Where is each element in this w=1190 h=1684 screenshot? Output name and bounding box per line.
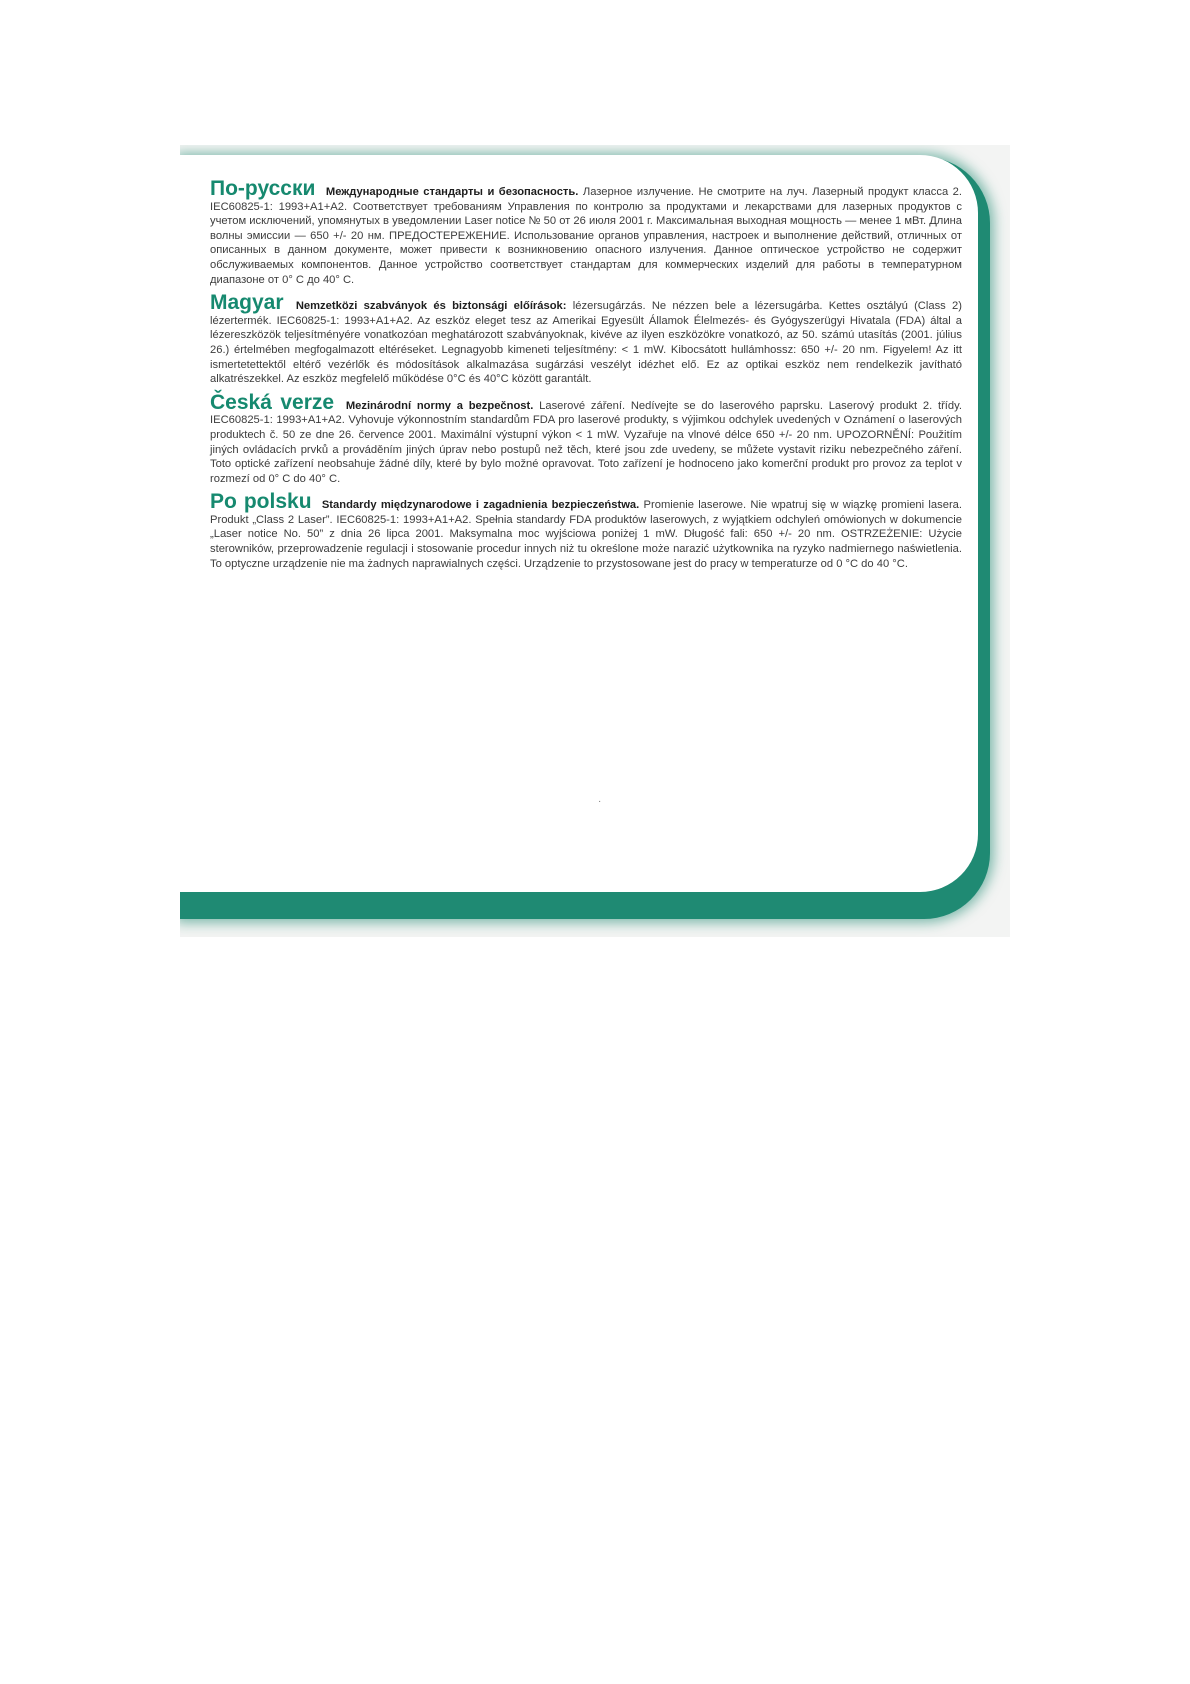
scanned-page [180, 145, 1010, 937]
scan-speck: · [598, 796, 602, 807]
section-body-russian: Лазерное излучение. Не смотрите на луч. Лазерный продукт класса 2. IEC60825-1: 1993+A1+A2. Соответствует требованиям Управления по контролю за продуктами и лекарствами для лазерных продуктов с учетом исключений, упомянутых в уведомлении Laser notice № 50 от 26 июля 2001 г. Максимальная выходная мощность — менее 1 мВт. Длина волны эмиссии — 650 +/- 20 нм. ПРЕДОСТЕРЕЖЕНИЕ. Использование органов управления, настроек и выполнение действий, отличных от описанных в данном документе, может привести к возникновению опасного излучения. Данное оптическое устройство не содержит обслуживаемых компонентов. Данное устройство соответствует стандартам для коммерческих изделий для работы в температурном диапазоне от 0° C до 40° C. [210, 186, 962, 286]
section-lead-czech: Mezinárodní normy a bezpečnost. [345, 399, 534, 412]
language-heading-czech: Česká verze [210, 390, 335, 414]
section-russian [210, 179, 962, 287]
language-heading-hungarian: Magyar [210, 291, 284, 315]
section-czech [210, 390, 963, 487]
language-heading-polish: Po polsku [210, 490, 312, 514]
text-panel [180, 155, 978, 892]
section-lead-russian: Международные стандарты и безопасность. [325, 186, 579, 198]
section-body-czech: Laserové záření. Nedívejte se do laserového paprsku. Laserový produkt 2. třídy. IEC60825-1: 1993+A1+A2. Vyhovuje výkonnostním standardům FDA pro laserové produkty, s výjimkou odchylek uvedených v Oznámení o laserových produktech č. 50 ze dne 26. července 2001. Maximální výstupní výkon < 1 mW. Vyzařuje na vlnové délce 650 +/- 20 nm. UPOZORNĚNÍ: Použitím jiných ovládacích prvků a prováděním jiných úprav nebo postupů než těch, které jsou zde uvedeny, se můžete vystavit riziku nebezpečného záření. Toto optické zařízení neobsahuje žádné díly, které by bylo možné opravovat. Toto zařízení je hodnoceno jako komerční produkt pro provoz za teplot v rozmezí od 0° C do 40° C. [210, 399, 963, 485]
section-polish [210, 492, 962, 571]
language-heading-russian: По-русски [210, 177, 316, 200]
section-hungarian [210, 293, 962, 387]
section-lead-hungarian: Nemzetközi szabványok és biztonsági előírások: [295, 300, 567, 313]
section-body-polish: Promienie laserowe. Nie wpatruj się w wiązkę promieni lasera. Produkt „Class 2 Laser”. IEC60825-1: 1993+A1+A2. Spełnia standardy FDA produktów laserowych, z wyjątkiem odchyleń omówionych w dokumencie „Laser notice No. 50” z dnia 26 lipca 2001. Maksymalna moc wyjściowa poniżej 1 mW. Długość fali: 650 +/- 20 nm. OSTRZEŻENIE: Użycie sterowników, przeprowadzenie regulacji i stosowanie procedur innych niż tu określone może narazić użytkownika na ryzyko nadmiernego naświetlenia. To optyczne urządzenie nie ma żadnych naprawialnych części. Urządzenie to przystosowane jest do pracy w temperaturze od 0 °C do 40 °C. [210, 499, 962, 570]
section-body-hungarian: lézersugárzás. Ne nézzen bele a lézersugárba. Kettes osztályú (Class 2) lézertermék. IEC60825-1: 1993+A1+A2. Az eszköz eleget tesz az Amerikai Egyesült Államok Élelmezés- és Gyógyszerügyi Hivatala (FDA) által a lézereszközök teljesítményére vonatkozóan meghatározott szabványoknak, kivéve az ilyen eszközökre vonatkozó, az 50. számú utasítás (2001. július 26.) értelmében megfogalmazott eltéréseket. Legnagyobb kimeneti teljesítmény: < 1 mW. Kibocsátott hullámhossz: 650 +/- 20 nm. Figyelem! Az itt ismertetettektől eltérő vezérlők és módosítások alkalmazása sugárzási veszélyt idézhet elő. Ez az optikai eszköz nem rendelkezik javítható alkatrészekkel. Az eszköz megfelelő működése 0°C és 40°C között garantált. [210, 300, 962, 386]
safety-text-block [210, 179, 962, 577]
section-lead-polish: Standardy międzynarodowe i zagadnienia bezpieczeństwa. [321, 499, 640, 512]
